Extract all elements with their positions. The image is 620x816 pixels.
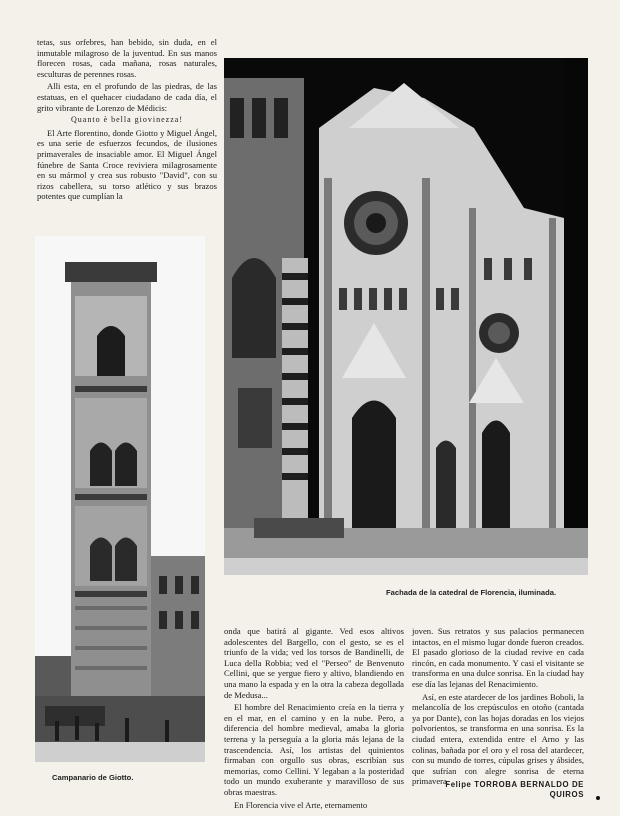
paragraph: Así, en este atardecer de los jardines Boboli, la melancolía de los crepúsculos en otoño (cantada ya por Dante), con las hojas doradas en los viejos polvorientos, se transforma en una sonrisa. Es la ciudad entera, extendida entre el Arno y las colinas, bañada por el oro y el rosa del atardecer, con su mundo de torres, cúpulas grises y ábsides, que sufrían con alegre sonrisa de eterna primavera.	[412, 691, 584, 787]
article-column-top-left	[37, 37, 217, 222]
paragraph: El hombre del Renacimiento creía en la tierra y en el mar, en el camino y en la nube. Pero, a diferencia del hombre medieval, amaba la gloria terrena y la perseguía a la gloria más lejana de la trascendencia. Así, los artistas del quinientos firmaban con orgullo sus obras, escribían sus memorias, como Cellini. Y legaban a la posteridad todo un mundo exuberante y maravilloso de sus obras maestras.	[224, 702, 404, 797]
campanile-caption: Campanario de Giotto.	[52, 773, 134, 782]
paragraph: joven. Sus retratos y sus palacios permanecen intactos, en el mismo lugar donde fueron creados. El pasado glorioso de la ciudad revive en cada rincón, en cada monumento. Y casi el visitante se transforma en una dulce sonrisa. En la ciudad hay ese día las lejanas del Renacimiento.	[412, 626, 584, 689]
paragraph: tetas, sus orfebres, han bebido, sin duda, en el inmutable milagroso de la juventud. En sus manos florecen rosas, cada mañana, rosas naturales, esculturas de perennes rosas.	[37, 37, 217, 79]
page-dot	[596, 796, 600, 800]
paragraph: onda que batirá al gigante. Ved esos altivos adolescentes del Bargello, con el gesto, se es el triunfo de la vida; ved los torsos de Bandinelli, de Luca della Robbia; ved el "Perseo" de Benvenuto Cellini, que se yergue fiero y altivo, blandiendo en una mano la espada y en la otra la cabeza degollada de Medusa...	[224, 626, 404, 700]
signature-line: QUIROS	[549, 790, 584, 799]
cathedral-caption: Fachada de la catedral de Florencia, iluminada.	[386, 588, 557, 597]
paragraph: Alli esta, en el profundo de las piedras, de las estatuas, en el quehacer ciudadano de cada día, el grito vibrante de Lorenzo de Médicis:	[37, 81, 217, 113]
cathedral-photo	[224, 58, 588, 575]
verse-quote: Quanto è bella giovinezza!	[71, 115, 183, 125]
campanile-photo	[35, 236, 205, 762]
author-signature	[412, 780, 584, 800]
paragraph: En Florencia vive el Arte, eternamento	[234, 799, 368, 810]
paragraph: El Arte florentino, donde Giotto y Miguel Ángel, es una serie de esfuerzos fecundos, de ilusiones primaverales de insaciable amor. El Miguel Ángel fúnebre de Santa Croce reviviera milagrosamente en su mármol y crea sus robusto "David", con su rizos cabellera, su torso atlético y sus brazos potentes que cumplían la	[37, 127, 217, 202]
signature-line: Felipe TORROBA BERNALDO DE	[445, 780, 584, 789]
article-column-bottom-middle	[224, 626, 404, 810]
